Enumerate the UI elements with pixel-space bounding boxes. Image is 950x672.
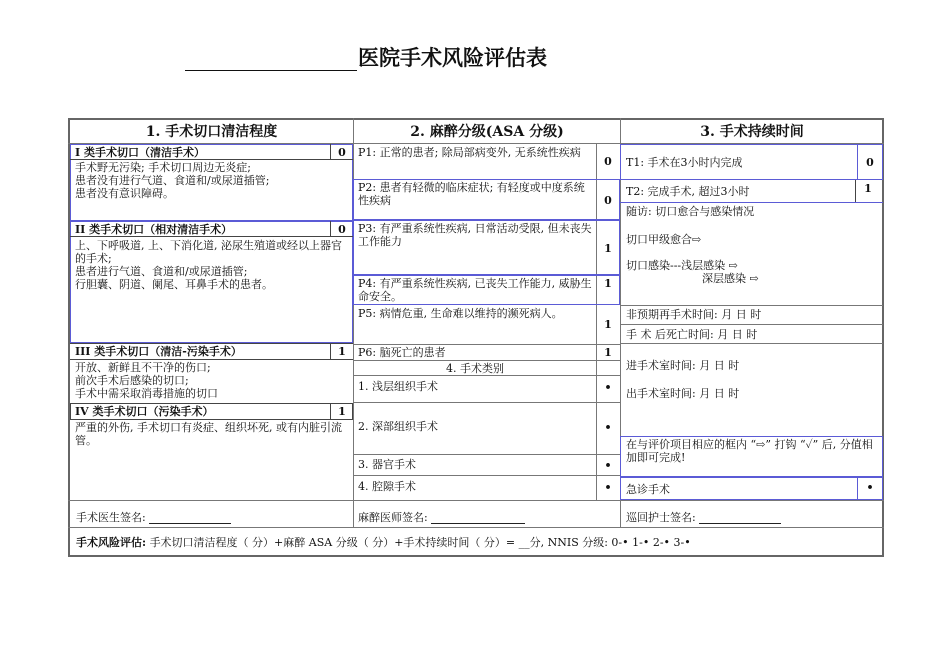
emergency-check[interactable]: • xyxy=(866,481,874,494)
header-incision: 1. 手术切口清洁程度 xyxy=(145,124,278,140)
risk-assessment-formula xyxy=(76,536,691,549)
duration-t2: T2: 完成手术, 超过3小时 xyxy=(626,185,750,198)
wound-heal-label: 切口甲级愈合⇨ xyxy=(626,233,702,246)
surgery-type-1: 1. 浅层组织手术 xyxy=(358,380,438,393)
surgeon-signature: 手术医生签名: xyxy=(76,511,231,524)
risk-assessment-label: 手术风险评估: xyxy=(76,536,147,549)
class-i-desc: 手术野无污染; 手术切口周边无炎症; 患者没有进行气道、食道和/或尿道插管; 患者没有意识障碍。 xyxy=(75,161,270,200)
unplanned-reop-time: 非预期再手术时间: 月 日 时 xyxy=(626,308,762,321)
page-title: 医院手术风险评估表 xyxy=(358,45,547,70)
surgery-type-3: 3. 器官手术 xyxy=(358,458,416,471)
infection-shallow: 切口感染---浅层感染 ⇨ xyxy=(626,259,738,272)
nurse-signature: 巡回护士签名: xyxy=(626,511,781,524)
anesth-signature-line[interactable] xyxy=(431,511,525,524)
class-i-score[interactable]: 0 xyxy=(338,146,346,159)
class-iv-desc: 严重的外伤, 手术切口有炎症、组织坏死, 或有内脏引流管。 xyxy=(75,421,342,447)
asa-p5-score[interactable]: 1 xyxy=(604,318,612,331)
class-iii-score[interactable]: 1 xyxy=(338,345,346,358)
duration-t1-score[interactable]: 0 xyxy=(866,156,874,169)
enter-or-time: 进手术室时间: 月 日 时 xyxy=(626,359,740,372)
exit-or-time: 出手术室时间: 月 日 时 xyxy=(626,387,740,400)
emergency-surgery: 急诊手术 xyxy=(626,483,670,496)
scoring-note: 在与评价项目相应的框内 “⇨” 打钩 “✓” 后, 分值相加即可完成! xyxy=(626,438,873,464)
class-iii-desc: 开放、新鲜且不干净的伤口; 前次手术后感染的切口; 手术中需采取消毒措施的切口 xyxy=(75,361,218,400)
surgery-type-header: 4. 手术类别 xyxy=(446,362,504,375)
title-underline xyxy=(185,70,357,71)
surgery-type-2: 2. 深部组织手术 xyxy=(358,420,438,433)
surgeon-signature-line[interactable] xyxy=(149,511,231,524)
duration-t2-score[interactable]: 1 xyxy=(864,182,872,195)
surgery-type-1-check[interactable]: • xyxy=(604,381,612,394)
asa-p1: P1: 正常的患者; 除局部病变外, 无系统性疾病 xyxy=(358,146,581,159)
class-iv-title: IV 类手术切口（污染手术） xyxy=(75,405,214,418)
asa-p3-score[interactable]: 1 xyxy=(604,242,612,255)
class-i-title: I 类手术切口（清洁手术） xyxy=(75,146,205,159)
asa-p6: P6: 脑死亡的患者 xyxy=(358,346,446,359)
asa-p4-score[interactable]: 1 xyxy=(604,277,612,290)
asa-p2: P2: 患者有轻微的临床症状; 有轻度或中度系统性疾病 xyxy=(358,181,585,207)
asa-p6-score[interactable]: 1 xyxy=(604,346,612,359)
risk-formula-text: 手术切口清洁程度（ 分）+麻醉 ASA 分级（ 分）+手术持续时间（ 分）= __分, NNIS 分级: 0-• 1-• 2-• 3-• xyxy=(149,536,691,549)
shallow-arrow-icon[interactable]: ⇨ xyxy=(728,259,738,272)
asa-p5: P5: 病情危重, 生命难以维持的濒死病人。 xyxy=(358,307,563,320)
asa-p2-score[interactable]: 0 xyxy=(604,194,612,207)
asa-p1-score[interactable]: 0 xyxy=(604,155,612,168)
duration-t1: T1: 手术在3小时内完成 xyxy=(626,156,743,169)
class-ii-desc: 上、下呼吸道, 上、下消化道, 泌尿生殖道或经以上器官的手术; 患者进行气道、食道和/或尿道插管; 行胆囊、阴道、阑尾、耳鼻手术的患者。 xyxy=(75,239,342,291)
infection-deep: 深层感染 ⇨ xyxy=(702,272,759,285)
deep-arrow-icon[interactable]: ⇨ xyxy=(749,272,759,285)
asa-p3: P3: 有严重系统性疾病, 日常活动受限, 但未丧失工作能力 xyxy=(358,222,592,248)
class-iv-score[interactable]: 1 xyxy=(338,405,346,418)
postop-death-time: 手 术 后死亡时间: 月 日 时 xyxy=(626,328,758,341)
anesth-signature: 麻醉医师签名: xyxy=(358,511,525,524)
heal-arrow-icon[interactable]: ⇨ xyxy=(692,233,702,246)
asa-p4: P4: 有严重系统性疾病, 已丧失工作能力, 威胁生命安全。 xyxy=(358,277,592,303)
followup-label: 随访: 切口愈合与感染情况 xyxy=(626,205,755,218)
surgery-type-4: 4. 腔隙手术 xyxy=(358,480,416,493)
surgery-type-3-check[interactable]: • xyxy=(604,459,612,472)
nurse-signature-line[interactable] xyxy=(699,511,781,524)
header-duration: 3. 手术持续时间 xyxy=(700,124,804,140)
surgery-type-2-check[interactable]: • xyxy=(604,421,612,434)
class-iii-title: III 类手术切口（清洁-污染手术） xyxy=(75,345,242,358)
surgery-type-4-check[interactable]: • xyxy=(604,481,612,494)
class-ii-score[interactable]: 0 xyxy=(338,223,346,236)
header-asa: 2. 麻醉分级(ASA 分级) xyxy=(410,124,564,140)
class-ii-title: II 类手术切口（相对清洁手术） xyxy=(75,223,233,236)
